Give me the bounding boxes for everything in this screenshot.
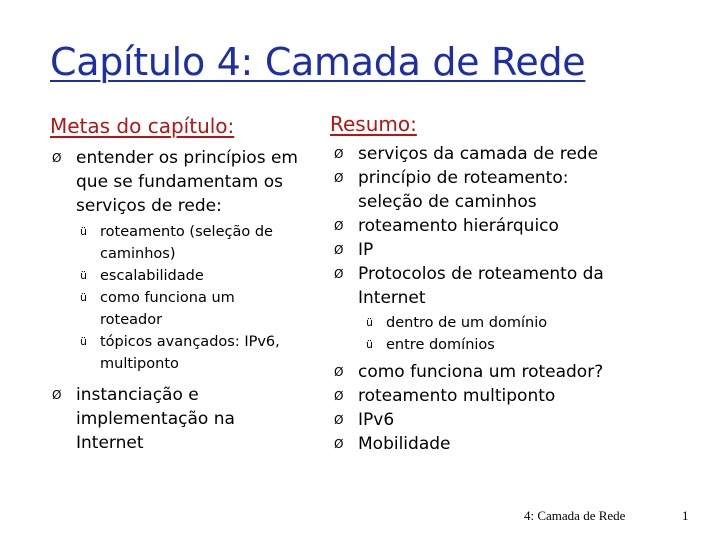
slide-title: Capítulo 4: Camada de Rede bbox=[50, 40, 586, 84]
sub-bullet-text: como funciona um bbox=[100, 290, 235, 306]
bullet-text: instanciação e bbox=[76, 385, 199, 405]
sub-bullet-text: entre domínios bbox=[386, 337, 495, 353]
bullet-text: que se fundamentam os bbox=[76, 172, 283, 192]
check-bullet-icon: ü bbox=[366, 338, 373, 351]
bullet-item bbox=[334, 166, 604, 214]
arrow-bullet-icon: Ø bbox=[52, 388, 62, 402]
sub-bullet-item bbox=[78, 221, 298, 265]
sub-bullet-item bbox=[78, 331, 298, 375]
bullet-text: entender os princípios em bbox=[76, 148, 298, 168]
bullet-item bbox=[52, 383, 298, 455]
sub-list bbox=[334, 312, 604, 356]
arrow-bullet-icon: Ø bbox=[334, 437, 344, 451]
arrow-bullet-icon: Ø bbox=[52, 151, 62, 165]
sub-bullet-text: roteador bbox=[100, 312, 163, 328]
check-bullet-icon: ü bbox=[366, 316, 373, 329]
bullet-item bbox=[334, 384, 604, 408]
bullet-item bbox=[334, 360, 604, 384]
bullet-text: Mobilidade bbox=[358, 434, 451, 454]
sub-bullet-text: dentro de um domínio bbox=[386, 315, 548, 331]
sub-bullet-item bbox=[78, 287, 298, 331]
bullet-text: princípio de roteamento: bbox=[358, 168, 569, 188]
right-column bbox=[334, 142, 604, 456]
bullet-text: IPv6 bbox=[358, 410, 395, 430]
bullet-text: seleção de caminhos bbox=[358, 192, 537, 212]
check-bullet-icon: ü bbox=[80, 269, 87, 282]
arrow-bullet-icon: Ø bbox=[334, 413, 344, 427]
bullet-item bbox=[52, 146, 298, 218]
check-bullet-icon: ü bbox=[80, 335, 87, 348]
bullet-item bbox=[334, 238, 604, 262]
footer-label: 4: Camada de Rede bbox=[524, 508, 626, 523]
bullet-item bbox=[334, 408, 604, 432]
bullet-text: roteamento hierárquico bbox=[358, 216, 559, 236]
check-bullet-icon: ü bbox=[80, 291, 87, 304]
sub-bullet-item bbox=[78, 265, 298, 287]
arrow-bullet-icon: Ø bbox=[334, 147, 344, 161]
sub-bullet-text: caminhos) bbox=[100, 246, 176, 262]
bullet-item bbox=[334, 142, 604, 166]
sub-bullet-text: tópicos avançados: IPv6, bbox=[100, 334, 280, 350]
bullet-item bbox=[334, 432, 604, 456]
bullet-text: serviços de rede: bbox=[76, 196, 222, 216]
arrow-bullet-icon: Ø bbox=[334, 243, 344, 257]
bullet-text: como funciona um roteador? bbox=[358, 362, 604, 382]
sub-bullet-item bbox=[364, 312, 604, 334]
sub-bullet-text: roteamento (seleção de bbox=[100, 224, 273, 240]
arrow-bullet-icon: Ø bbox=[334, 219, 344, 233]
sub-list bbox=[52, 221, 298, 375]
check-bullet-icon: ü bbox=[80, 225, 87, 238]
left-heading: Metas do capítulo: bbox=[50, 114, 235, 138]
sub-bullet-item bbox=[364, 334, 604, 356]
bullet-text: Internet bbox=[358, 288, 426, 308]
bullet-text: Protocolos de roteamento da bbox=[358, 264, 604, 284]
bullet-item bbox=[334, 262, 604, 310]
left-column bbox=[52, 146, 298, 455]
arrow-bullet-icon: Ø bbox=[334, 267, 344, 281]
bullet-text: roteamento multiponto bbox=[358, 386, 556, 406]
sub-bullet-text: escalabilidade bbox=[100, 268, 204, 284]
bullet-text: implementação na bbox=[76, 409, 235, 429]
bullet-text: IP bbox=[358, 240, 374, 260]
page-number: 1 bbox=[682, 508, 689, 523]
sub-bullet-text: multiponto bbox=[100, 356, 179, 372]
arrow-bullet-icon: Ø bbox=[334, 171, 344, 185]
arrow-bullet-icon: Ø bbox=[334, 389, 344, 403]
bullet-text: Internet bbox=[76, 433, 144, 453]
arrow-bullet-icon: Ø bbox=[334, 365, 344, 379]
right-heading: Resumo: bbox=[330, 112, 417, 136]
bullet-text: serviços da camada de rede bbox=[358, 144, 599, 164]
bullet-item bbox=[334, 214, 604, 238]
